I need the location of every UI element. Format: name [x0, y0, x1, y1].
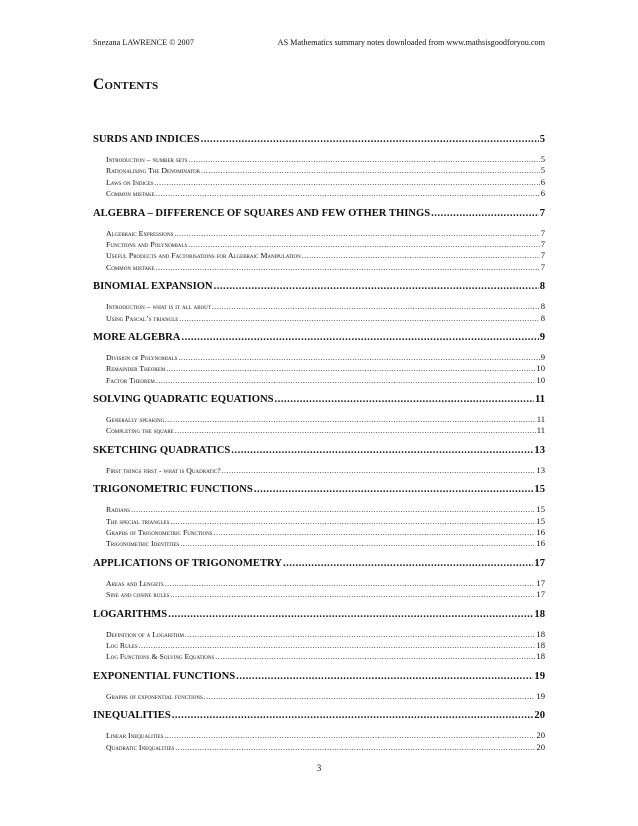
toc-leader-dots: [170, 590, 535, 599]
toc-subsection-page: 16: [536, 538, 545, 549]
toc-subsection-entry[interactable]: [93, 629, 545, 640]
toc-subsection-entry[interactable]: [93, 313, 545, 324]
toc-leader-dots: [214, 528, 536, 537]
toc-leader-dots: [236, 671, 533, 682]
toc-subsection-entry[interactable]: [93, 188, 545, 199]
toc-subsection-title: Division of Polynomials: [106, 352, 178, 362]
table-of-contents: [93, 134, 545, 753]
toc-subsection-page: 17: [536, 577, 545, 588]
toc-subsection-page: 15: [536, 515, 545, 526]
toc-leader-dots: [166, 364, 535, 373]
toc-section-entry[interactable]: [93, 208, 545, 222]
toc-subsection-title: Common mistake: [106, 262, 155, 272]
toc-subsection-page: 17: [536, 589, 545, 600]
toc-leader-dots: [302, 251, 540, 260]
toc-subsection-title: Introduction – number sets: [106, 155, 188, 164]
toc-subsection-entry[interactable]: [93, 691, 545, 702]
toc-subsection-entry[interactable]: [93, 742, 545, 753]
toc-subsection-title: Areas and Lenghts: [106, 578, 164, 588]
toc-leader-dots: [283, 558, 533, 569]
toc-section-page: 20: [534, 710, 545, 722]
toc-section-page: 15: [534, 484, 545, 496]
toc-section-entry[interactable]: [93, 281, 545, 295]
toc-leader-dots: [201, 166, 540, 175]
toc-subsection-page: 15: [536, 504, 545, 515]
toc-section-title: SURDS AND INDICES: [93, 134, 200, 145]
toc-section-entry[interactable]: [93, 484, 545, 498]
header-author: Snezana LAWRENCE © 2007: [93, 38, 194, 47]
toc-subsection-entry[interactable]: [93, 578, 545, 589]
toc-subsection-title: Common mistake: [106, 189, 155, 199]
toc-subsection-page: 10: [536, 363, 545, 374]
toc-section-entry[interactable]: [93, 332, 545, 346]
page-number: 3: [316, 763, 322, 773]
toc-section-page: 9: [539, 331, 545, 343]
toc-subsection-page: 5: [540, 154, 545, 164]
toc-subsection-title: Useful Products and Factorisations for Algebraic Manipulation: [106, 251, 301, 261]
toc-subsection-entry[interactable]: [93, 262, 545, 273]
toc-leader-dots: [156, 189, 540, 198]
toc-subsection-page: 13: [536, 464, 545, 475]
toc-section: [93, 394, 545, 437]
toc-subsection-entry[interactable]: [93, 228, 545, 239]
toc-leader-dots: [172, 710, 534, 721]
toc-subsection-entry[interactable]: [93, 651, 545, 662]
toc-subsection-title: Rationalising The Denominator: [106, 166, 200, 176]
toc-subsection-title: Using Pascal’s triangle: [106, 313, 179, 323]
toc-subsection-entry[interactable]: [93, 640, 545, 651]
toc-subsection-title: Laws on Indices: [106, 177, 154, 187]
toc-leader-dots: [231, 445, 533, 456]
toc-section-page: 13: [534, 444, 545, 456]
toc-section-page: 5: [539, 134, 545, 145]
toc-section-title: SOLVING QUADRATIC EQUATIONS: [93, 394, 274, 406]
toc-subsection-title: Trigonometric Identities: [106, 539, 180, 549]
toc-section: [93, 609, 545, 663]
toc-section-page: 11: [534, 394, 545, 406]
toc-subsection-title: Sine and cosine rules: [106, 590, 170, 600]
toc-leader-dots: [174, 229, 539, 238]
toc-subsection-page: 16: [536, 527, 545, 538]
toc-leader-dots: [215, 652, 535, 661]
page-header: [93, 38, 545, 50]
toc-section: [93, 332, 545, 386]
toc-subsection-title: Algebraic Expressions: [106, 228, 174, 238]
toc-section-page: 8: [539, 281, 545, 293]
toc-section: [93, 281, 545, 324]
toc-subsection-entry[interactable]: [93, 375, 545, 386]
toc-leader-dots: [173, 415, 536, 424]
toc-section-entry[interactable]: [93, 671, 545, 685]
toc-section-title: INEQUALITIES: [93, 710, 171, 722]
toc-subsection-page: 20: [536, 741, 545, 752]
toc-subsection-entry[interactable]: [93, 250, 545, 261]
toc-leader-dots: [189, 155, 540, 164]
toc-leader-dots: [204, 692, 536, 701]
toc-subsection-entry[interactable]: [93, 516, 545, 527]
toc-subsection-title: Factor Theorem: [106, 375, 155, 385]
toc-subsection-page: 19: [536, 690, 545, 701]
toc-subsection-title: First things first - what is Quadratic?: [106, 465, 221, 475]
toc-leader-dots: [431, 208, 539, 219]
toc-subsection-entry[interactable]: [93, 363, 545, 374]
toc-subsection-title: Completing the square: [106, 426, 174, 436]
toc-leader-dots: [175, 426, 536, 435]
toc-section: [93, 558, 545, 601]
toc-subsection-entry[interactable]: [93, 730, 545, 741]
toc-subsection-page: 7: [540, 227, 545, 238]
toc-leader-dots: [188, 240, 539, 249]
toc-leader-dots: [154, 178, 539, 187]
toc-leader-dots: [214, 281, 539, 292]
toc-leader-dots: [181, 332, 538, 343]
toc-leader-dots: [170, 517, 535, 526]
toc-subsection-title: Introduction – what is it all about: [106, 302, 211, 312]
toc-subsection-entry[interactable]: [93, 154, 545, 165]
toc-subsection-title: Definition of a Logarithm: [106, 629, 184, 639]
toc-section-entry[interactable]: [93, 609, 545, 623]
toc-leader-dots: [201, 134, 539, 145]
toc-subsection-title: Quadratic Inequalities: [106, 742, 175, 752]
toc-leader-dots: [164, 731, 535, 740]
toc-subsection-entry[interactable]: [93, 177, 545, 188]
toc-leader-dots: [139, 641, 536, 650]
toc-subsection-entry[interactable]: [93, 527, 545, 538]
toc-subsection-title: Radians: [106, 505, 131, 515]
toc-subsection-title: Remainder Theorem: [106, 364, 166, 374]
toc-subsection-page: 8: [540, 312, 545, 323]
toc-subsection-page: 6: [540, 188, 545, 199]
toc-subsection-entry[interactable]: [93, 352, 545, 363]
toc-section-title: LOGARITHMS: [93, 608, 168, 620]
toc-leader-dots: [180, 539, 535, 548]
toc-section: [93, 134, 545, 200]
toc-subsection-page: 7: [540, 261, 545, 272]
toc-subsection-title: Functions and Polynomials: [106, 239, 188, 249]
toc-subsection-page: 9: [540, 351, 545, 362]
toc-section-entry[interactable]: [93, 445, 545, 459]
toc-subsection-page: 11: [536, 414, 545, 425]
toc-leader-dots: [254, 484, 534, 495]
toc-section-title: TRIGONOMETRIC FUNCTIONS: [93, 484, 253, 496]
toc-subsection-entry[interactable]: [93, 589, 545, 600]
page-title: Contents: [93, 76, 159, 93]
toc-subsection-page: 20: [536, 730, 545, 741]
toc-subsection-entry[interactable]: [93, 425, 545, 436]
toc-subsection-page: 10: [536, 374, 545, 385]
toc-subsection-entry[interactable]: [93, 165, 545, 176]
toc-section-page: 18: [534, 608, 545, 620]
toc-subsection-page: 18: [536, 639, 545, 650]
toc-subsection-page: 7: [540, 250, 545, 261]
toc-section: [93, 710, 545, 753]
toc-section-title: SKETCHING QUADRATICS: [93, 444, 231, 456]
toc-leader-dots: [185, 630, 536, 639]
toc-section-title: MORE ALGEBRA: [93, 331, 181, 343]
toc-subsection-page: 18: [536, 628, 545, 639]
toc-leader-dots: [156, 263, 540, 272]
toc-section-page: 19: [534, 670, 545, 682]
toc-subsection-title: Graphs of Trigonometric Functions: [106, 528, 213, 538]
toc-subsection-title: Log Rules: [106, 640, 138, 650]
toc-subsection-entry[interactable]: [93, 504, 545, 515]
toc-section-entry[interactable]: [93, 134, 545, 148]
toc-section-title: APPLICATIONS OF TRIGONOMETRY: [93, 557, 282, 569]
toc-section: [93, 484, 545, 550]
toc-section-entry[interactable]: [93, 558, 545, 572]
toc-leader-dots: [178, 353, 539, 362]
toc-section-title: ALGEBRA – DIFFERENCE OF SQUARES AND FEW OTHER THINGS: [93, 207, 431, 219]
toc-leader-dots: [156, 376, 536, 385]
toc-section: [93, 208, 545, 274]
toc-subsection-title: Generally speaking…: [106, 415, 172, 425]
toc-leader-dots: [131, 505, 535, 514]
toc-subsection-title: Log Functions & Solving Equations: [106, 652, 215, 662]
toc-section: [93, 671, 545, 702]
toc-subsection-title: Linear Inequalities: [106, 731, 164, 741]
toc-subsection-entry[interactable]: [93, 465, 545, 476]
toc-section-entry[interactable]: [93, 394, 545, 408]
toc-section-title: BINOMIAL EXPANSION: [93, 281, 213, 293]
toc-leader-dots: [168, 609, 533, 620]
toc-leader-dots: [212, 302, 540, 311]
toc-subsection-page: 18: [536, 651, 545, 662]
toc-leader-dots: [175, 743, 535, 752]
toc-subsection-entry[interactable]: [93, 414, 545, 425]
toc-leader-dots: [222, 466, 536, 475]
toc-subsection-entry[interactable]: [93, 301, 545, 312]
toc-subsection-title: The special triangles: [106, 516, 170, 526]
toc-leader-dots: [179, 314, 539, 323]
toc-section-title: EXPONENTIAL FUNCTIONS: [93, 670, 236, 682]
toc-subsection-page: 6: [540, 176, 545, 187]
toc-subsection-entry[interactable]: [93, 239, 545, 250]
toc-subsection-title: Graphs of exponential functions: [106, 691, 203, 701]
toc-leader-dots: [275, 394, 534, 405]
toc-section: [93, 445, 545, 476]
toc-section-page: 17: [534, 557, 545, 569]
toc-subsection-page: 11: [536, 425, 545, 436]
toc-subsection-entry[interactable]: [93, 538, 545, 549]
toc-section-page: 7: [539, 207, 545, 219]
toc-subsection-page: 7: [540, 238, 545, 249]
toc-subsection-page: 8: [540, 301, 545, 312]
toc-subsection-page: 5: [540, 165, 545, 176]
header-source: AS Mathematics summary notes downloaded from www.mathsisgoodforyou.com: [277, 38, 545, 47]
toc-leader-dots: [165, 579, 536, 588]
toc-section-entry[interactable]: [93, 710, 545, 724]
